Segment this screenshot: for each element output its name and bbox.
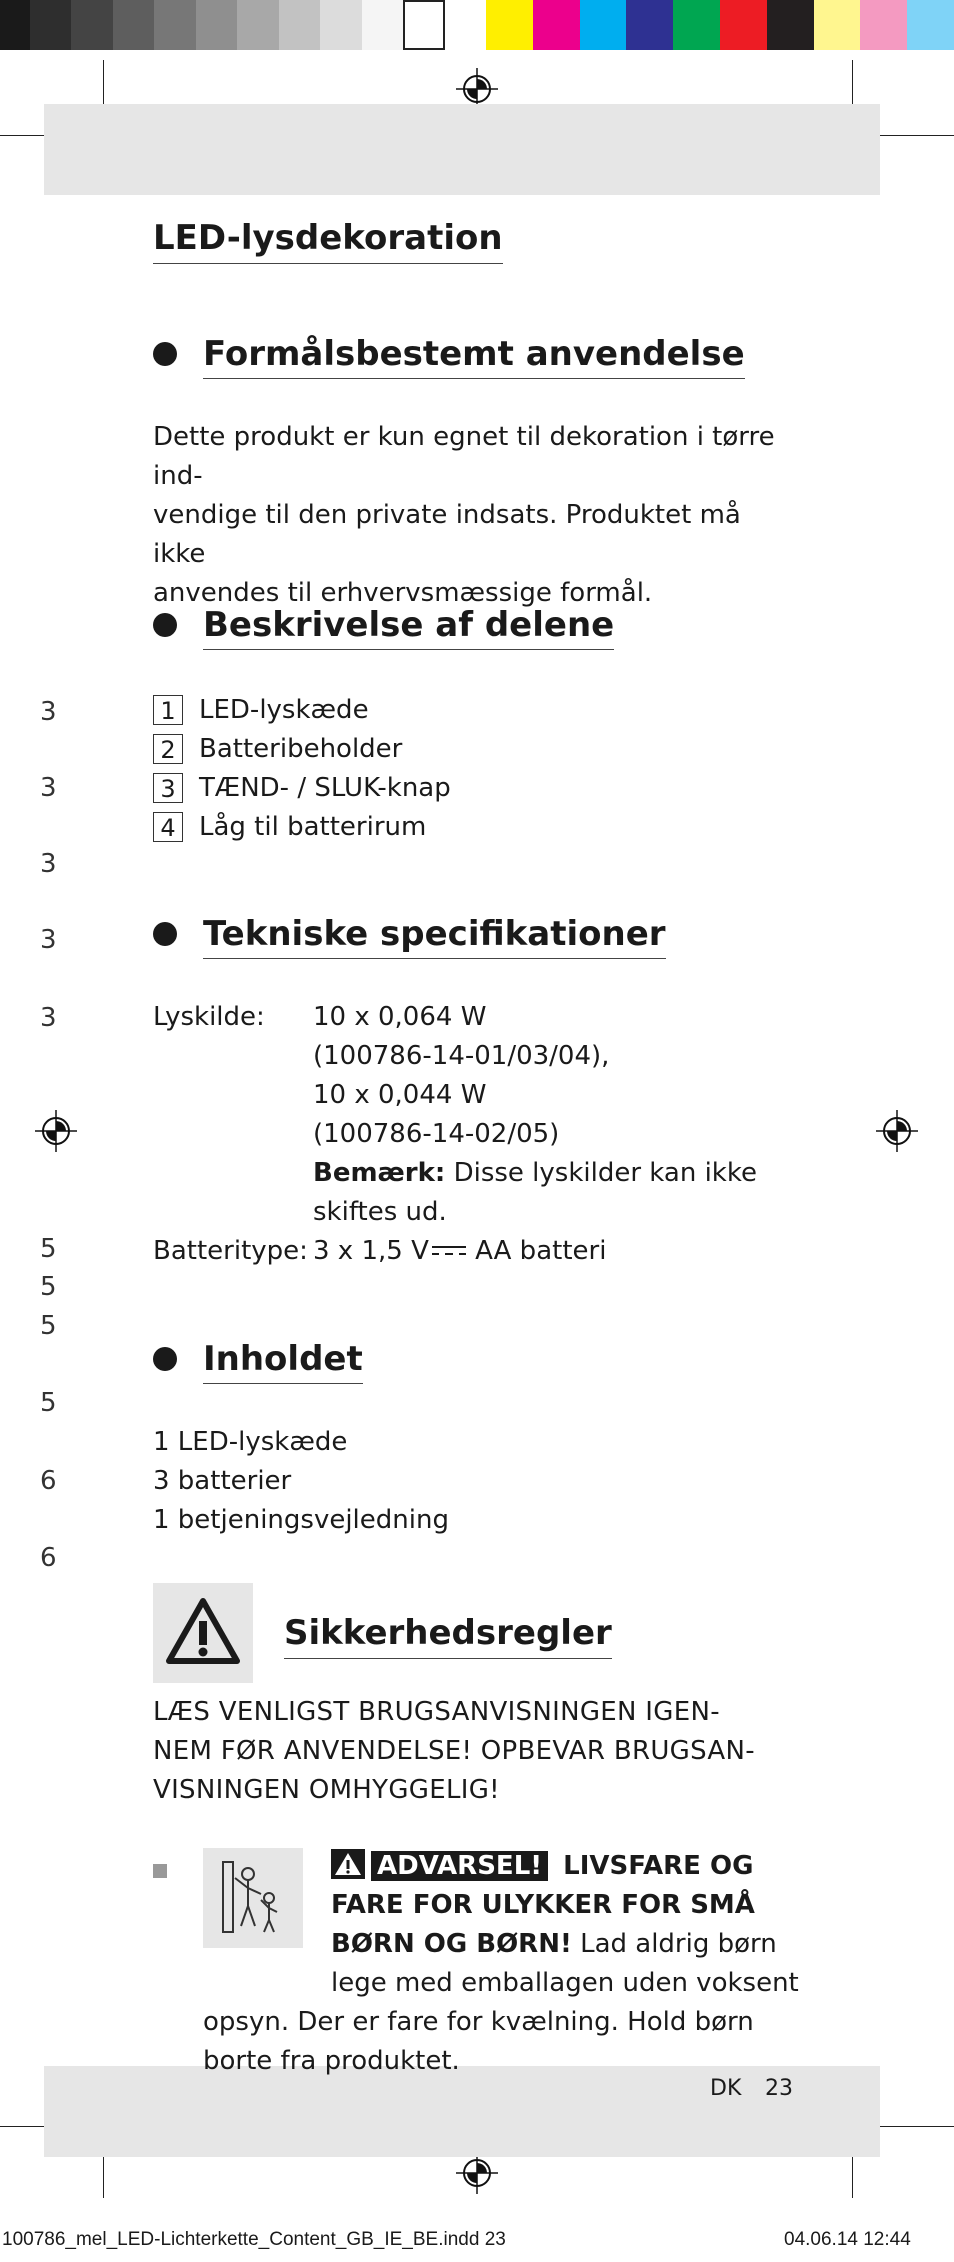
spec-note <box>313 1154 783 1193</box>
spec-line: 10 x 0,044 W <box>313 1080 487 1110</box>
color-swatch <box>279 0 321 50</box>
margin-number: 5 <box>40 1272 57 1302</box>
slug-file-info: 100786_mel_LED-Lichterkette_Content_GB_IE_BE.indd 23 <box>2 2229 506 2250</box>
child-warning-paragraph <box>203 1847 803 2081</box>
paragraph-line: VISNINGEN OMHYGGELIG! <box>153 1775 500 1805</box>
color-swatch <box>907 0 954 50</box>
part-label: Batteribeholder <box>199 733 403 764</box>
registration-mark-icon <box>876 1110 918 1152</box>
color-swatch <box>154 0 196 50</box>
warning-triangle-icon <box>331 1849 365 1879</box>
color-swatch <box>580 0 627 50</box>
spec-value-light-source <box>313 998 783 1232</box>
section-heading-text: Inholdet <box>203 1339 363 1384</box>
spec-value-battery <box>313 1232 783 1271</box>
margin-number: 3 <box>40 849 57 879</box>
spec-line: (100786-14-01/03/04), <box>313 1041 610 1071</box>
paragraph-line: LÆS VENLIGST BRUGSANVISNINGEN IGEN- <box>153 1697 720 1727</box>
note-text: Disse lyskilder kan ikke <box>445 1158 757 1188</box>
paragraph-line: Dette produkt er kun egnet til dekoration i tørre ind- <box>153 422 775 491</box>
paragraph-line: vendige til den private indsats. Produktet må ikke <box>153 500 741 569</box>
color-swatch <box>673 0 720 50</box>
part-number-box: 4 <box>153 812 183 842</box>
spec-line: (100786-14-02/05) <box>313 1119 560 1149</box>
margin-number: 5 <box>40 1388 57 1418</box>
battery-voltage: 3 x 1,5 V <box>313 1236 429 1266</box>
slug-date-time: 04.06.14 12:44 <box>784 2229 911 2250</box>
color-swatch <box>860 0 907 50</box>
contents-list <box>153 1423 793 1540</box>
color-swatch <box>113 0 155 50</box>
registration-mark-icon <box>35 1110 77 1152</box>
dc-symbol-icon <box>431 1241 467 1261</box>
margin-number: 6 <box>40 1466 57 1496</box>
part-number-box: 2 <box>153 734 183 764</box>
color-swatch <box>767 0 814 50</box>
spec-line: 10 x 0,064 W <box>313 1002 487 1032</box>
margin-number: 5 <box>40 1234 57 1264</box>
color-swatch <box>196 0 238 50</box>
part-label: LED-lyskæde <box>199 694 369 725</box>
margin-number: 3 <box>40 773 57 803</box>
paragraph-line: NEM FØR ANVENDELSE! OPBEVAR BRUGSAN- <box>153 1736 755 1766</box>
color-swatch <box>320 0 362 50</box>
section-heading-safety: Sikkerhedsregler <box>284 1612 612 1659</box>
margin-number: 3 <box>40 925 57 955</box>
list-item: 3 batterier <box>153 1466 292 1496</box>
section-heading-specs <box>153 913 666 955</box>
bullet-icon <box>153 1347 177 1371</box>
section-heading-parts <box>153 604 614 646</box>
warning-icon-box <box>153 1583 253 1683</box>
list-item <box>153 690 451 729</box>
paragraph-line: anvendes til erhvervsmæssige formål. <box>153 578 653 608</box>
battery-type: AA batteri <box>466 1236 607 1266</box>
part-label: TÆND- / SLUK-knap <box>199 772 451 803</box>
part-label: Låg til batterirum <box>199 811 427 842</box>
list-item: 1 LED-lyskæde <box>153 1427 348 1457</box>
spec-label-battery: Batteritype: <box>153 1236 308 1266</box>
color-swatch <box>626 0 673 50</box>
color-swatch <box>533 0 580 50</box>
color-swatch <box>30 0 72 50</box>
bullet-icon <box>153 613 177 637</box>
part-number-box: 3 <box>153 773 183 803</box>
section-heading-contents <box>153 1338 363 1380</box>
footer-language: DK <box>710 2076 742 2101</box>
list-item <box>153 729 451 768</box>
note-label: Bemærk: <box>313 1158 446 1188</box>
margin-number: 3 <box>40 1003 57 1033</box>
warning-bold-text: LIVSFARE OG FARE FOR ULYKKER FOR SMÅ BØRN OG BØRN! <box>331 1851 755 1959</box>
header-band <box>44 104 880 195</box>
color-swatch <box>720 0 767 50</box>
spec-note-cont: skiftes ud. <box>313 1197 447 1227</box>
list-item: 1 betjeningsvejledning <box>153 1505 449 1535</box>
section-heading-intended-use <box>153 333 745 375</box>
bullet-icon <box>153 922 177 946</box>
color-swatch <box>814 0 861 50</box>
square-bullet-icon <box>153 1864 167 1878</box>
color-swatch <box>403 0 445 50</box>
margin-number: 3 <box>40 697 57 727</box>
intended-use-paragraph <box>153 418 793 613</box>
section-heading-text: Beskrivelse af delene <box>203 605 614 650</box>
color-swatch <box>486 0 533 50</box>
margin-number: 6 <box>40 1543 57 1573</box>
color-swatch <box>71 0 113 50</box>
part-number-box: 1 <box>153 695 183 725</box>
warning-badge: ADVARSEL! <box>371 1851 548 1881</box>
color-swatch <box>362 0 404 50</box>
section-heading-text: Tekniske specifikationer <box>203 914 666 959</box>
parts-list <box>153 690 451 846</box>
color-swatch <box>0 0 30 50</box>
margin-number: 5 <box>40 1311 57 1341</box>
list-item <box>153 807 451 846</box>
list-item <box>153 768 451 807</box>
page-number: 23 <box>765 2076 793 2101</box>
warning-triangle-icon <box>153 1583 253 1683</box>
bullet-icon <box>153 342 177 366</box>
registration-mark-icon <box>456 2152 498 2194</box>
page-title: LED-lysdekoration <box>153 217 503 264</box>
section-heading-text: Formålsbestemt anvendelse <box>203 334 745 379</box>
safety-intro-paragraph <box>153 1693 793 1810</box>
warning-text: Lad aldrig børn lege med emballagen uden voksent opsyn. Der er fare for kvælning. Hold børn borte fra produktet. <box>203 1929 799 2076</box>
color-swatch <box>237 0 279 50</box>
spec-label-light-source: Lyskilde: <box>153 1002 265 1032</box>
